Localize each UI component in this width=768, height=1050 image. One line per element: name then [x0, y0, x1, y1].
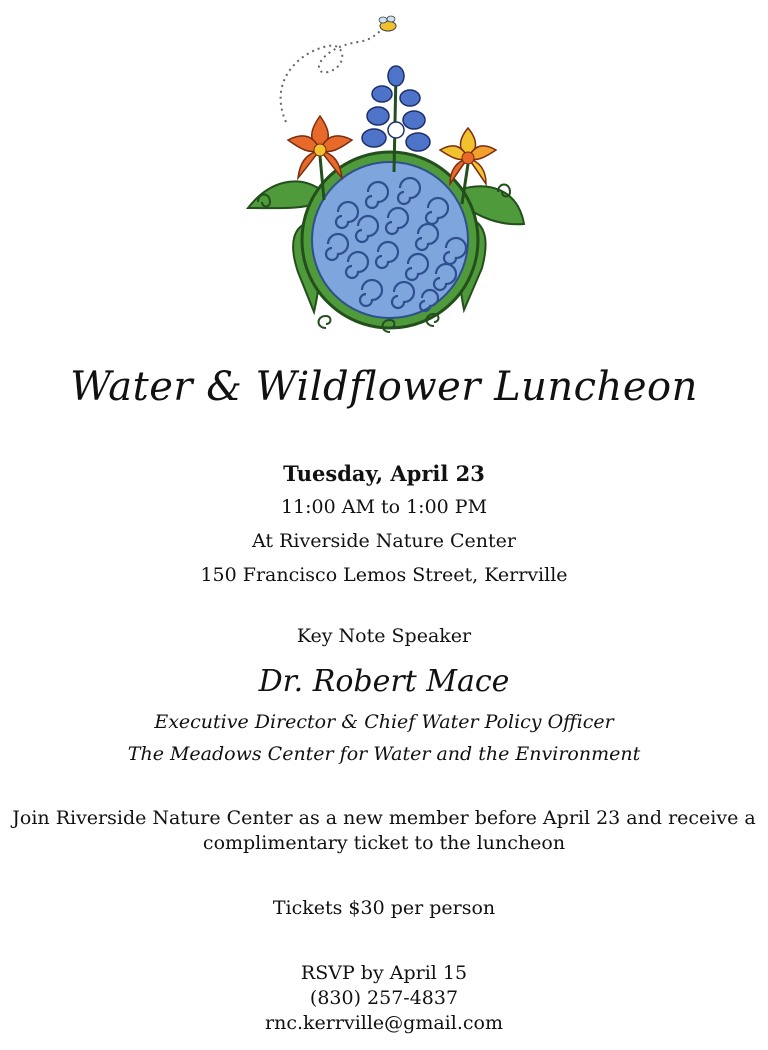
speaker-name: Dr. Robert Mace	[258, 664, 510, 699]
rsvp-phone[interactable]: (830) 257-4837	[309, 987, 459, 1009]
event-venue: At Riverside Nature Center	[252, 530, 516, 552]
keynote-label: Key Note Speaker	[296, 625, 472, 647]
event-title: Water & Wildflower Luncheon	[70, 364, 698, 410]
bee-path	[281, 26, 386, 122]
membership-offer: Join Riverside Nature Center as a new member before April 23 and receive a complimentary ticket to the luncheon	[12, 807, 756, 854]
event-time: 11:00 AM to 1:00 PM	[280, 496, 488, 518]
event-date: Tuesday, April 23	[283, 461, 485, 486]
rsvp-deadline: RSVP by April 15	[300, 962, 468, 984]
rsvp-email[interactable]: rnc.kerrville@gmail.com	[265, 1012, 503, 1034]
flower-globe-illustration	[228, 12, 548, 352]
speaker-organization: The Meadows Center for Water and the Environment	[127, 743, 641, 765]
event-address: 150 Francisco Lemos Street, Kerrville	[200, 564, 568, 586]
ticket-price: Tickets $30 per person	[272, 897, 496, 919]
bee-icon	[379, 16, 396, 31]
speaker-role: Executive Director & Chief Water Policy Officer	[154, 711, 614, 733]
